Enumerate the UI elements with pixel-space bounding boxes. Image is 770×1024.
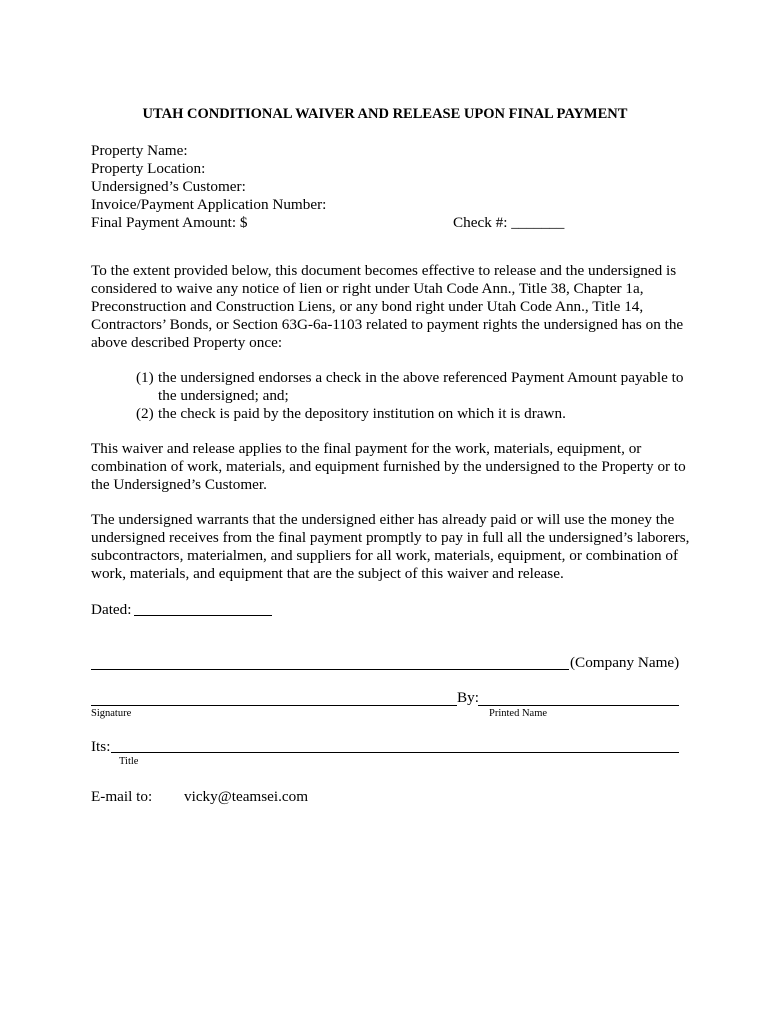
- company-name-label: (Company Name): [570, 654, 680, 671]
- conditions-list: [136, 369, 696, 423]
- by-label: By:: [457, 689, 479, 706]
- intro-paragraph: To the extent provided below, this document becomes effective to release and the undersigned is considered to waive any notice of lien or right under Utah Code Ann., Title 38, Chapter 1a, Preconstruction and Construction Liens, or any bond right under Utah Code Ann., Title 14, Contractors’ Bonds, or Section 63G-6a-1103 related to payment rights the undersigned has on the above described Property once:: [91, 262, 684, 351]
- list-item-text: the check is paid by the depository institution on which it is drawn.: [158, 405, 566, 422]
- list-item: [136, 369, 696, 405]
- dated-line[interactable]: [134, 615, 272, 616]
- final-payment-amount-label: Final Payment Amount: $: [91, 214, 248, 231]
- dated-label: Dated:: [91, 601, 132, 618]
- title-line[interactable]: [111, 752, 679, 753]
- list-item-number: (2): [136, 405, 154, 422]
- document-title: UTAH CONDITIONAL WAIVER AND RELEASE UPON FINAL PAYMENT: [142, 106, 628, 122]
- email-address: vicky@teamsei.com: [184, 788, 309, 805]
- invoice-number-label: Invoice/Payment Application Number:: [91, 196, 327, 213]
- property-location-label: Property Location:: [91, 160, 206, 177]
- its-label: Its:: [91, 738, 111, 755]
- email-label: E-mail to:: [91, 788, 153, 805]
- applies-paragraph: This waiver and release applies to the final payment for the work, materials, equipment, or combination of work, materials, and equipment furnished by the undersigned to the Property or to the Undersigned’s Customer.: [91, 440, 686, 493]
- check-number-label: Check #: _______: [453, 214, 565, 231]
- customer-label: Undersigned’s Customer:: [91, 178, 246, 195]
- list-item-number: (1): [136, 369, 154, 386]
- title-caption: Title: [119, 756, 139, 767]
- list-item: [136, 405, 696, 423]
- printed-name-line[interactable]: [478, 705, 679, 706]
- signature-line[interactable]: [91, 705, 457, 706]
- list-item-text: the undersigned endorses a check in the above referenced Payment Amount payable to the undersigned; and;: [158, 369, 684, 404]
- property-name-label: Property Name:: [91, 142, 188, 159]
- printed-name-caption: Printed Name: [489, 708, 548, 719]
- company-name-line[interactable]: [91, 669, 569, 670]
- signature-caption: Signature: [91, 708, 132, 719]
- warrants-paragraph: The undersigned warrants that the undersigned either has already paid or will use the money the undersigned receives from the final payment promptly to pay in full all the undersigned’s laborers, subcontractors, materialmen, and suppliers for all work, materials, equipment, or combination of work, materials, and equipment that are the subject of this waiver and release.: [91, 511, 690, 582]
